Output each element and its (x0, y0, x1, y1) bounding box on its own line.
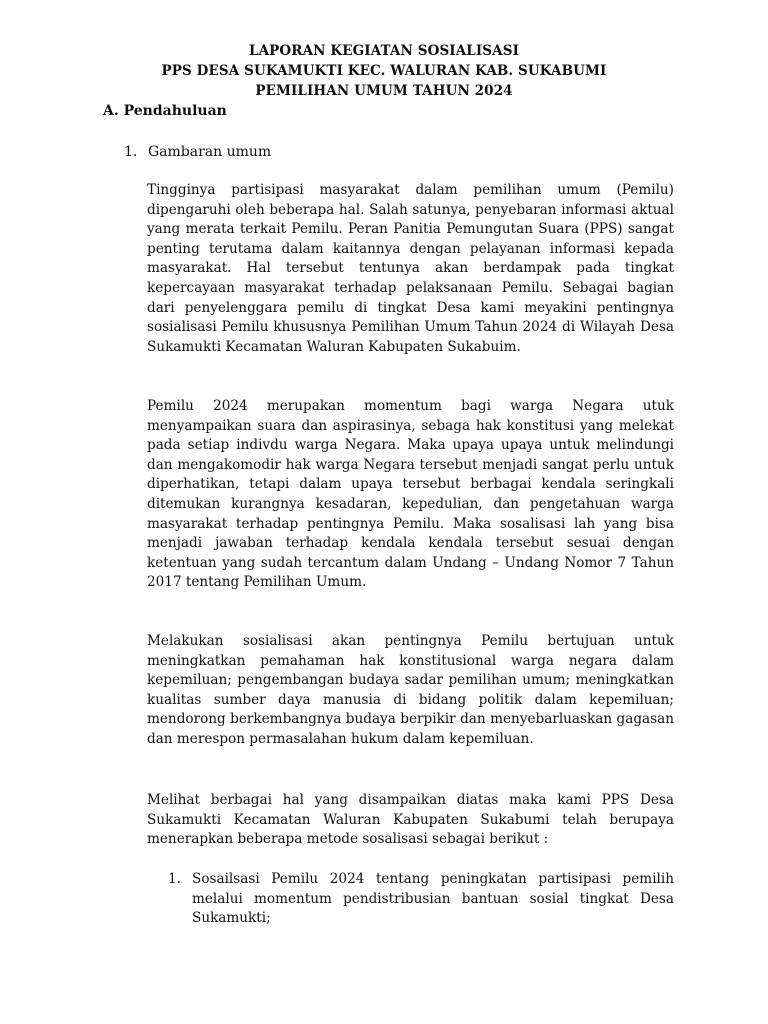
report-title (0, 41, 768, 101)
paragraph-2: Pemilu 2024 merupakan momentum bagi warga Negara utuk menyampaikan suara dan aspirasinya, sebaga hak konstitusi yang melekat pada setiap indivdu warga Negara. Maka upaya upaya untuk melindungi dan mengakomodir hak warga Negara tersebut menjadi sangat perlu untuk diperhatikan, tetapi dalam upaya tersebut berbagai kendala seringkali ditemukan kurangnya kesadaran, kepedulian, dan pengetahuan warga masyarakat terhadap pentingnya Pemilu. Maka sosalisasi lah yang bisa menjadi jawaban terhadap kendala kendala tersebut sesuai dengan ketentuan yang sudah tercantum dalam Undang – Undang Nomor 7 Tahun 2017 tentang Pemilihan Umum. (147, 398, 674, 591)
paragraph-1: Tingginya partisipasi masyarakat dalam pemilihan umum (Pemilu) dipengaruhi oleh beberapa hal. Salah satunya, penyebaran informasi aktual yang merata terkait Pemilu. Peran Panitia Pemungutan Suara (PPS) sangat penting terutama dalam kaitannya dengan pelayanan informasi kepada masyarakat. Hal tersebut tentunya akan berdampak pada tingkat kepercayaan masyarakat terhadap pelaksanaan Pemilu. Sebagai bagian dari penyelenggara pemilu di tingkat Desa kami meyakini pentingnya sosialisasi Pemilu khususnya Pemilihan Umum Tahun 2024 di Wilayah Desa Sukamukti Kecamatan Waluran Kabupaten Sukabuim. (147, 182, 674, 355)
list-item-number: 1. (168, 871, 181, 887)
list-item (147, 870, 674, 929)
title-line-1: LAPORAN KEGIATAN SOSIALISASI (249, 43, 519, 59)
paragraph-3: Melakukan sosialisasi akan pentingnya Pemilu bertujuan untuk meningkatkan pemahaman hak konstitusional warga negara dalam kepemiluan; pengembangan budaya sadar pemilihan umum; meningkatkan kualitas sumber daya manusia di bidang politik dalam kepemiluan; mendorong berkembangnya budaya berpikir dan menyebarluaskan gagasan dan merespon permasalahan hukum dalam kepemiluan. (147, 633, 674, 747)
list-item-text: Sosailsasi Pemilu 2024 tentang peningkatan partisipasi pemilih melalui momentum pendistribusian bantuan sosial tingkat Desa Sukamukti; (192, 871, 674, 927)
paragraph-4: Melihat berbagai hal yang disampaikan diatas maka kami PPS Desa Sukamukti Kecamatan Waluran Kabupaten Sukabumi telah berupaya menerapkan beberapa metode sosalisasi sebagai berikut : (147, 792, 674, 848)
subheading-text: Gambaran umum (148, 144, 272, 160)
title-line-3: PEMILIHAN UMUM TAHUN 2024 (255, 83, 513, 99)
subheading-number: 1. (124, 144, 138, 160)
method-list (147, 870, 674, 929)
section-heading: A. Pendahuluan (103, 103, 227, 119)
subheading (124, 142, 271, 162)
title-line-2: PPS DESA SUKAMUKTI KEC. WALURAN KAB. SUKABUMI (161, 63, 607, 79)
